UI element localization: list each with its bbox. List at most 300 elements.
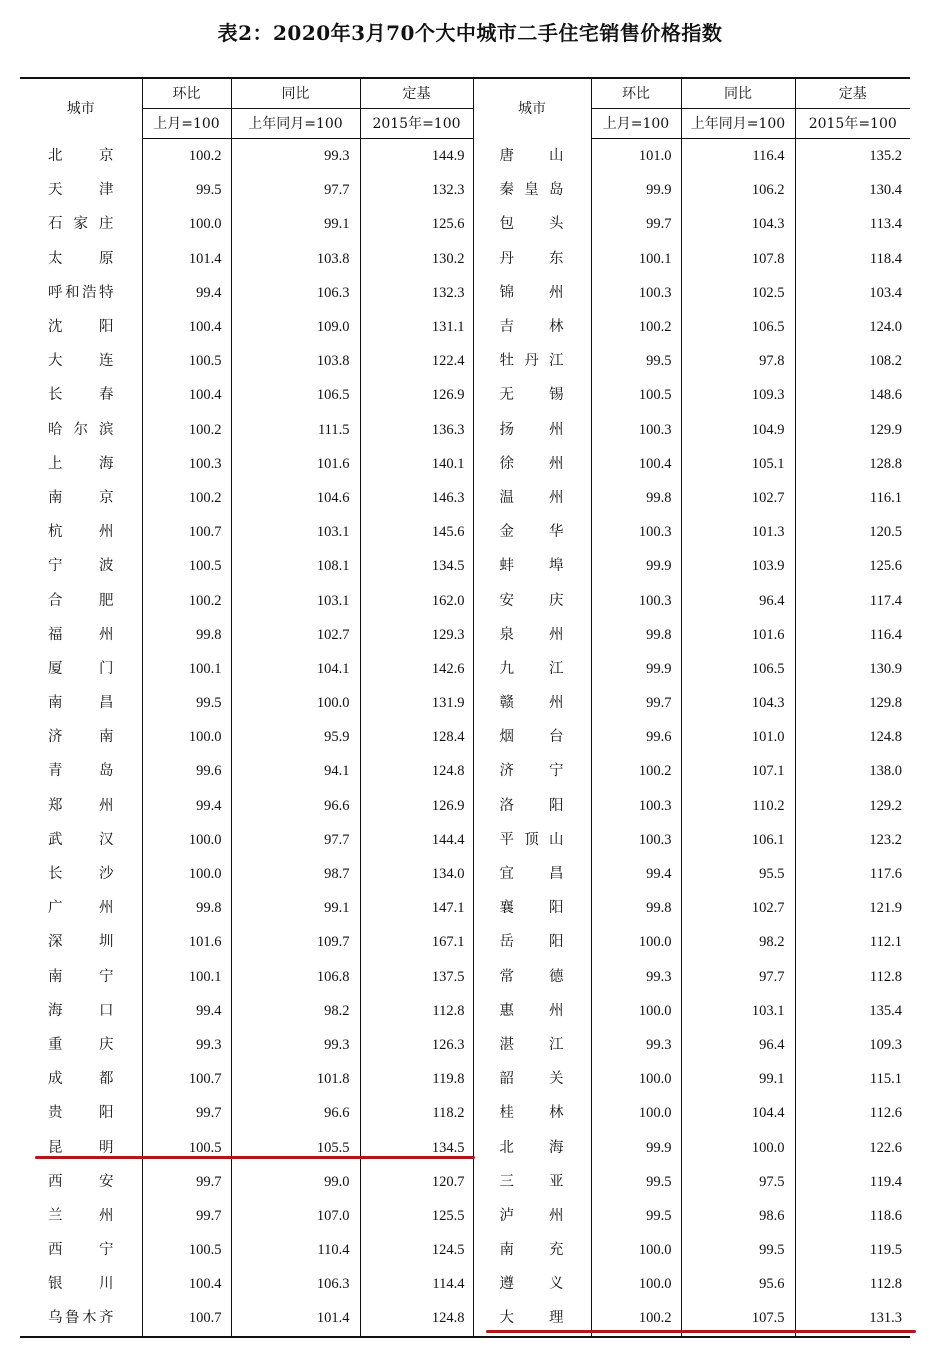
mom-index: 100.1 — [591, 242, 681, 276]
mom-index: 100.7 — [142, 515, 231, 549]
base-index: 120.5 — [795, 515, 910, 549]
yoy-index: 97.5 — [681, 1165, 795, 1199]
mom-index: 100.0 — [591, 1267, 681, 1301]
header-base-right: 定基 — [795, 78, 910, 109]
base-index: 123.2 — [795, 823, 910, 857]
city-name: 扬州 — [473, 413, 591, 447]
mom-index: 99.3 — [591, 1028, 681, 1062]
base-index: 130.9 — [795, 652, 910, 686]
city-name: 岳阳 — [473, 925, 591, 959]
city-name: 成都 — [48, 1071, 114, 1088]
base-index: 144.9 — [360, 139, 473, 174]
base-index: 132.3 — [360, 173, 473, 207]
base-index: 167.1 — [360, 925, 473, 959]
mom-index: 99.3 — [591, 960, 681, 994]
city-name: 南充 — [473, 1233, 591, 1267]
mom-index: 101.4 — [142, 242, 231, 276]
yoy-index: 109.7 — [231, 925, 360, 959]
yoy-index: 106.8 — [231, 960, 360, 994]
yoy-index: 99.3 — [231, 1028, 360, 1062]
city-name: 济南 — [48, 729, 114, 746]
mom-index: 100.7 — [142, 1301, 231, 1336]
mom-index: 99.5 — [142, 686, 231, 720]
base-index: 120.7 — [360, 1165, 473, 1199]
base-index: 125.6 — [360, 207, 473, 241]
mom-index: 99.4 — [142, 789, 231, 823]
base-index: 134.5 — [360, 549, 473, 583]
mom-index: 100.2 — [591, 1301, 681, 1336]
yoy-index: 99.1 — [231, 207, 360, 241]
subheader-base-right: 2015年=100 — [795, 109, 910, 139]
base-index: 112.8 — [795, 1267, 910, 1301]
base-index: 129.2 — [795, 789, 910, 823]
city-name: 桂林 — [473, 1096, 591, 1130]
page-title: 表2：2020年3月70个大中城市二手住宅销售价格指数 — [217, 21, 723, 45]
city-name: 合肥 — [48, 592, 114, 609]
base-index: 134.5 — [360, 1130, 473, 1164]
base-index: 118.6 — [795, 1199, 910, 1233]
yoy-index: 108.1 — [231, 549, 360, 583]
yoy-index: 101.8 — [231, 1062, 360, 1096]
base-index: 124.8 — [795, 720, 910, 754]
table-row — [20, 857, 910, 891]
mom-index: 100.1 — [142, 960, 231, 994]
city-name: 襄阳 — [473, 891, 591, 925]
city-name: 无锡 — [473, 378, 591, 412]
yoy-index: 106.2 — [681, 173, 795, 207]
city-name: 安庆 — [473, 583, 591, 617]
mom-index: 99.7 — [142, 1199, 231, 1233]
mom-index: 99.9 — [591, 652, 681, 686]
city-name: 杭州 — [48, 524, 114, 541]
city-name: 宁波 — [48, 558, 114, 575]
city-name: 福州 — [48, 626, 114, 643]
yoy-index: 106.5 — [681, 652, 795, 686]
base-index: 128.4 — [360, 720, 473, 754]
table-row — [20, 1267, 910, 1301]
mom-index: 99.9 — [591, 1130, 681, 1164]
mom-index: 100.0 — [142, 823, 231, 857]
city-name: 长春 — [48, 387, 114, 404]
city-name: 沈阳 — [48, 319, 114, 336]
table-row — [20, 447, 910, 481]
table-row — [20, 618, 910, 652]
mom-index: 100.4 — [142, 310, 231, 344]
base-index: 103.4 — [795, 276, 910, 310]
yoy-index: 103.1 — [231, 515, 360, 549]
yoy-index: 102.7 — [681, 891, 795, 925]
base-index: 135.2 — [795, 139, 910, 174]
base-index: 124.8 — [360, 754, 473, 788]
mom-index: 99.7 — [142, 1165, 231, 1199]
yoy-index: 106.3 — [231, 1267, 360, 1301]
table-row — [20, 139, 910, 174]
base-index: 119.8 — [360, 1062, 473, 1096]
table-row — [20, 960, 910, 994]
base-index: 118.2 — [360, 1096, 473, 1130]
subheader-base-left: 2015年=100 — [360, 109, 473, 139]
city-name: 湛江 — [473, 1028, 591, 1062]
mom-index: 99.8 — [591, 891, 681, 925]
subheader-mom-left: 上月=100 — [142, 109, 231, 139]
yoy-index: 105.5 — [231, 1130, 360, 1164]
header-yoy-right: 同比 — [681, 78, 795, 109]
yoy-index: 95.6 — [681, 1267, 795, 1301]
table-row — [20, 925, 910, 959]
table-row — [20, 310, 910, 344]
city-name: 锦州 — [473, 276, 591, 310]
city-name: 吉林 — [473, 310, 591, 344]
yoy-index: 104.6 — [231, 481, 360, 515]
base-index: 119.5 — [795, 1233, 910, 1267]
mom-index: 99.8 — [142, 618, 231, 652]
mom-index: 99.7 — [591, 207, 681, 241]
mom-index: 100.1 — [142, 652, 231, 686]
city-name: 三亚 — [473, 1165, 591, 1199]
base-index: 130.2 — [360, 242, 473, 276]
base-index: 119.4 — [795, 1165, 910, 1199]
yoy-index: 107.8 — [681, 242, 795, 276]
yoy-index: 105.1 — [681, 447, 795, 481]
mom-index: 100.5 — [142, 344, 231, 378]
yoy-index: 97.7 — [231, 173, 360, 207]
city-name: 武汉 — [48, 831, 114, 848]
highlight-underline-left — [35, 1156, 475, 1159]
table-row — [20, 686, 910, 720]
base-index: 125.6 — [795, 549, 910, 583]
city-name: 秦皇岛 — [473, 173, 591, 207]
city-name: 兰州 — [48, 1207, 114, 1224]
table-row — [20, 1165, 910, 1199]
city-name: 赣州 — [473, 686, 591, 720]
base-index: 128.8 — [795, 447, 910, 481]
yoy-index: 98.2 — [681, 925, 795, 959]
table-row — [20, 823, 910, 857]
mom-index: 100.2 — [142, 583, 231, 617]
base-index: 131.3 — [795, 1301, 910, 1336]
yoy-index: 101.3 — [681, 515, 795, 549]
mom-index: 99.4 — [142, 276, 231, 310]
mom-index: 100.2 — [142, 481, 231, 515]
yoy-index: 96.4 — [681, 583, 795, 617]
base-index: 117.4 — [795, 583, 910, 617]
base-index: 137.5 — [360, 960, 473, 994]
yoy-index: 107.5 — [681, 1301, 795, 1336]
base-index: 135.4 — [795, 994, 910, 1028]
mom-index: 100.3 — [142, 447, 231, 481]
mom-index: 100.5 — [142, 1130, 231, 1164]
base-index: 124.0 — [795, 310, 910, 344]
base-index: 126.9 — [360, 378, 473, 412]
city-name: 温州 — [473, 481, 591, 515]
table-row — [20, 1199, 910, 1233]
header-base-left: 定基 — [360, 78, 473, 109]
mom-index: 100.3 — [591, 413, 681, 447]
mom-index: 99.7 — [591, 686, 681, 720]
yoy-index: 101.6 — [231, 447, 360, 481]
base-index: 113.4 — [795, 207, 910, 241]
city-name: 石家庄 — [48, 216, 114, 233]
highlight-underline-right — [486, 1330, 916, 1333]
mom-index: 100.3 — [591, 823, 681, 857]
city-name: 宜昌 — [473, 857, 591, 891]
mom-index: 100.3 — [591, 276, 681, 310]
table-row — [20, 652, 910, 686]
yoy-index: 104.4 — [681, 1096, 795, 1130]
city-name: 昆明 — [48, 1139, 114, 1156]
header-city-right: 城市 — [473, 78, 591, 139]
base-index: 118.4 — [795, 242, 910, 276]
base-index: 147.1 — [360, 891, 473, 925]
base-index: 129.8 — [795, 686, 910, 720]
yoy-index: 97.7 — [231, 823, 360, 857]
city-name: 深圳 — [48, 934, 114, 951]
mom-index: 100.7 — [142, 1062, 231, 1096]
base-index: 162.0 — [360, 583, 473, 617]
yoy-index: 104.1 — [231, 652, 360, 686]
city-name: 蚌埠 — [473, 549, 591, 583]
city-name: 长沙 — [48, 866, 114, 883]
mom-index: 100.4 — [142, 378, 231, 412]
yoy-index: 102.7 — [681, 481, 795, 515]
mom-index: 100.3 — [591, 789, 681, 823]
city-name: 大理 — [473, 1301, 591, 1336]
yoy-index: 110.4 — [231, 1233, 360, 1267]
table-row — [20, 515, 910, 549]
mom-index: 100.2 — [142, 413, 231, 447]
yoy-index: 109.3 — [681, 378, 795, 412]
base-index: 146.3 — [360, 481, 473, 515]
base-index: 126.9 — [360, 789, 473, 823]
header-yoy-left: 同比 — [231, 78, 360, 109]
base-index: 129.3 — [360, 618, 473, 652]
yoy-index: 101.0 — [681, 720, 795, 754]
city-name: 天津 — [48, 182, 114, 199]
city-name: 洛阳 — [473, 789, 591, 823]
yoy-index: 109.0 — [231, 310, 360, 344]
yoy-index: 106.5 — [231, 378, 360, 412]
yoy-index: 111.5 — [231, 413, 360, 447]
yoy-index: 99.1 — [231, 891, 360, 925]
city-name: 南昌 — [48, 695, 114, 712]
table-row — [20, 1062, 910, 1096]
data-table — [20, 77, 910, 1338]
yoy-index: 106.1 — [681, 823, 795, 857]
yoy-index: 116.4 — [681, 139, 795, 174]
yoy-index: 100.0 — [681, 1130, 795, 1164]
city-name: 西宁 — [48, 1242, 114, 1259]
mom-index: 100.0 — [142, 207, 231, 241]
yoy-index: 103.1 — [231, 583, 360, 617]
yoy-index: 99.1 — [681, 1062, 795, 1096]
city-name: 唐山 — [473, 139, 591, 174]
yoy-index: 103.1 — [681, 994, 795, 1028]
base-index: 112.6 — [795, 1096, 910, 1130]
yoy-index: 99.5 — [681, 1233, 795, 1267]
city-name: 北海 — [473, 1130, 591, 1164]
city-name: 北京 — [48, 147, 114, 164]
mom-index: 100.2 — [591, 310, 681, 344]
yoy-index: 101.6 — [681, 618, 795, 652]
mom-index: 100.2 — [591, 754, 681, 788]
mom-index: 100.5 — [142, 549, 231, 583]
mom-index: 100.0 — [591, 1096, 681, 1130]
city-name: 惠州 — [473, 994, 591, 1028]
city-name: 烟台 — [473, 720, 591, 754]
city-name: 重庆 — [48, 1036, 114, 1053]
mom-index: 100.3 — [591, 583, 681, 617]
city-name: 乌鲁木齐 — [20, 1301, 142, 1336]
base-index: 126.3 — [360, 1028, 473, 1062]
city-name: 济宁 — [473, 754, 591, 788]
yoy-index: 99.0 — [231, 1165, 360, 1199]
yoy-index: 103.8 — [231, 344, 360, 378]
table-row — [20, 1096, 910, 1130]
city-name: 太原 — [48, 250, 114, 267]
base-index: 124.5 — [360, 1233, 473, 1267]
table-row — [20, 891, 910, 925]
price-index-table — [20, 77, 910, 1338]
table-row — [20, 1233, 910, 1267]
base-index: 131.1 — [360, 310, 473, 344]
mom-index: 99.4 — [142, 994, 231, 1028]
table-header — [20, 78, 910, 139]
yoy-index: 97.8 — [681, 344, 795, 378]
city-name: 泸州 — [473, 1199, 591, 1233]
mom-index: 99.5 — [591, 1165, 681, 1199]
base-index: 109.3 — [795, 1028, 910, 1062]
base-index: 142.6 — [360, 652, 473, 686]
yoy-index: 95.9 — [231, 720, 360, 754]
table-row — [20, 242, 910, 276]
city-name: 广州 — [48, 900, 114, 917]
city-name: 厦门 — [48, 660, 114, 677]
yoy-index: 95.5 — [681, 857, 795, 891]
yoy-index: 96.6 — [231, 789, 360, 823]
table-row — [20, 549, 910, 583]
base-index: 125.5 — [360, 1199, 473, 1233]
city-name: 遵义 — [473, 1267, 591, 1301]
yoy-index: 104.3 — [681, 686, 795, 720]
yoy-index: 110.2 — [681, 789, 795, 823]
city-name: 呼和浩特 — [48, 284, 114, 301]
mom-index: 99.8 — [591, 481, 681, 515]
header-city-left: 城市 — [20, 78, 142, 139]
base-index: 122.4 — [360, 344, 473, 378]
city-name: 大连 — [48, 353, 114, 370]
city-name: 青岛 — [48, 763, 114, 780]
base-index: 130.4 — [795, 173, 910, 207]
mom-index: 99.3 — [142, 1028, 231, 1062]
city-name: 牡丹江 — [473, 344, 591, 378]
mom-index: 100.3 — [591, 515, 681, 549]
base-index: 124.8 — [360, 1301, 473, 1336]
yoy-index: 106.3 — [231, 276, 360, 310]
subheader-mom-right: 上月=100 — [591, 109, 681, 139]
base-index: 114.4 — [360, 1267, 473, 1301]
yoy-index: 107.0 — [231, 1199, 360, 1233]
city-name: 南宁 — [48, 968, 114, 985]
mom-index: 100.0 — [591, 1233, 681, 1267]
base-index: 116.4 — [795, 618, 910, 652]
city-name: 金华 — [473, 515, 591, 549]
mom-index: 100.0 — [591, 925, 681, 959]
mom-index: 99.6 — [591, 720, 681, 754]
table-row — [20, 1028, 910, 1062]
city-name: 郑州 — [48, 797, 114, 814]
base-index: 108.2 — [795, 344, 910, 378]
mom-index: 99.8 — [142, 891, 231, 925]
yoy-index: 96.4 — [681, 1028, 795, 1062]
table-row — [20, 481, 910, 515]
base-index: 136.3 — [360, 413, 473, 447]
base-index: 138.0 — [795, 754, 910, 788]
yoy-index: 94.1 — [231, 754, 360, 788]
base-index: 112.8 — [360, 994, 473, 1028]
yoy-index: 103.8 — [231, 242, 360, 276]
city-name: 海口 — [48, 1002, 114, 1019]
table-row — [20, 1130, 910, 1164]
city-name: 九江 — [473, 652, 591, 686]
yoy-index: 104.3 — [681, 207, 795, 241]
city-name: 韶关 — [473, 1062, 591, 1096]
yoy-index: 98.7 — [231, 857, 360, 891]
subheader-yoy-left: 上年同月=100 — [231, 109, 360, 139]
city-name: 哈尔滨 — [48, 421, 114, 438]
mom-index: 100.0 — [591, 1062, 681, 1096]
table-row — [20, 276, 910, 310]
table-row — [20, 413, 910, 447]
mom-index: 99.8 — [591, 618, 681, 652]
base-index: 132.3 — [360, 276, 473, 310]
table-row — [20, 583, 910, 617]
yoy-index: 98.6 — [681, 1199, 795, 1233]
mom-index: 101.0 — [591, 139, 681, 174]
yoy-index: 97.7 — [681, 960, 795, 994]
base-index: 116.1 — [795, 481, 910, 515]
mom-index: 100.0 — [142, 720, 231, 754]
yoy-index: 104.9 — [681, 413, 795, 447]
mom-index: 100.4 — [142, 1267, 231, 1301]
yoy-index: 98.2 — [231, 994, 360, 1028]
city-name: 丹东 — [473, 242, 591, 276]
mom-index: 100.2 — [142, 139, 231, 174]
table-row — [20, 789, 910, 823]
mom-index: 101.6 — [142, 925, 231, 959]
base-index: 144.4 — [360, 823, 473, 857]
header-mom-left: 环比 — [142, 78, 231, 109]
base-index: 145.6 — [360, 515, 473, 549]
base-index: 117.6 — [795, 857, 910, 891]
mom-index: 99.6 — [142, 754, 231, 788]
city-name: 平顶山 — [473, 823, 591, 857]
city-name: 西安 — [48, 1173, 114, 1190]
table-row — [20, 378, 910, 412]
base-index: 121.9 — [795, 891, 910, 925]
base-index: 129.9 — [795, 413, 910, 447]
base-index: 134.0 — [360, 857, 473, 891]
mom-index: 100.0 — [142, 857, 231, 891]
header-mom-right: 环比 — [591, 78, 681, 109]
city-name: 包头 — [473, 207, 591, 241]
mom-index: 99.9 — [591, 549, 681, 583]
table-row — [20, 994, 910, 1028]
yoy-index: 102.5 — [681, 276, 795, 310]
mom-index: 99.7 — [142, 1096, 231, 1130]
mom-index: 100.5 — [142, 1233, 231, 1267]
base-index: 140.1 — [360, 447, 473, 481]
mom-index: 99.9 — [591, 173, 681, 207]
